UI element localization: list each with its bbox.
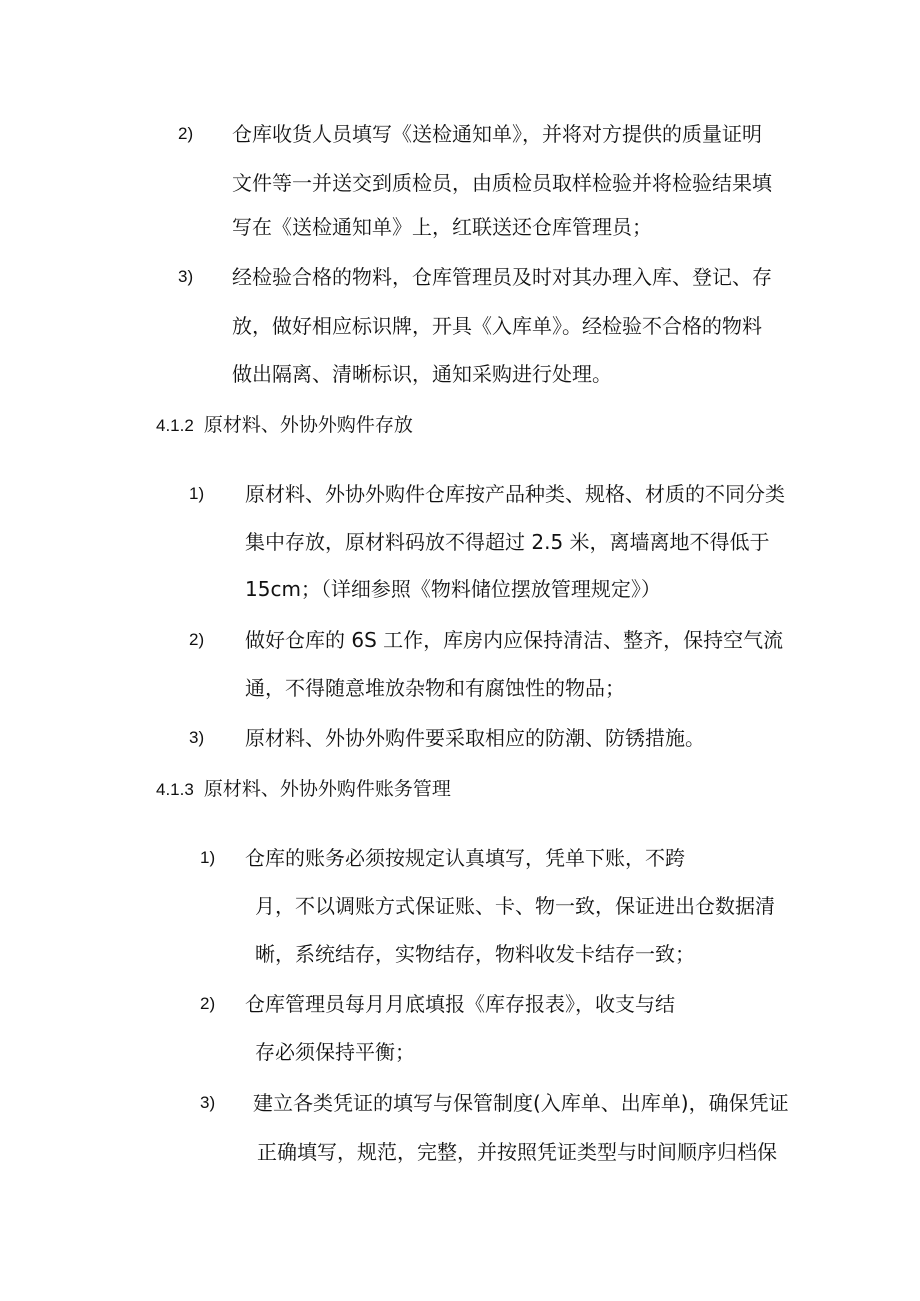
paragraph-line: 通，不得随意堆放杂物和有腐蚀性的物品； <box>245 676 625 700</box>
item-number: 2) <box>178 124 194 143</box>
item-number: 2) <box>200 994 216 1013</box>
paragraph-line: 仓库的账务必须按规定认真填写，凭单下账，不跨 <box>245 846 685 870</box>
paragraph-line: 正确填写，规范，完整，并按照凭证类型与时间顺序归档保 <box>257 1140 777 1164</box>
section-title: 原材料、外协外购件存放 <box>203 414 413 436</box>
section-heading-4-1-2 <box>156 412 413 439</box>
paragraph-line: 写在《送检通知单》上，红联送还仓库管理员； <box>232 215 652 239</box>
section-title: 原材料、外协外购件账务管理 <box>203 778 451 800</box>
paragraph-line: 15cm；（详细参照《物料储位摆放管理规定》） <box>245 577 661 601</box>
paragraph-line: 集中存放，原材料码放不得超过 2.5 米，离墙离地不得低于 <box>245 530 770 554</box>
paragraph-line: 晰，系统结存，实物结存，物料收发卡结存一致； <box>255 942 695 966</box>
paragraph-line: 月，不以调账方式保证账、卡、物一致，保证进出仓数据清 <box>255 894 775 918</box>
item-number: 3) <box>178 267 194 286</box>
paragraph-line: 仓库收货人员填写《送检通知单》，并将对方提供的质量证明 <box>232 122 762 146</box>
paragraph-line: 原材料、外协外购件要采取相应的防潮、防锈措施。 <box>245 726 705 750</box>
paragraph-line: 做好仓库的 6S 工作，库房内应保持清洁、整齐，保持空气流 <box>245 628 784 652</box>
item-number: 1) <box>189 484 205 503</box>
section-number: 4.1.2 <box>156 416 194 435</box>
item-number: 3) <box>200 1093 216 1112</box>
section-number: 4.1.3 <box>156 780 194 799</box>
paragraph-line: 做出隔离、清晰标识，通知采购进行处理。 <box>232 362 612 386</box>
paragraph-line: 原材料、外协外购件仓库按产品种类、规格、材质的不同分类 <box>245 482 785 506</box>
paragraph-line: 放，做好相应标识牌，开具《入库单》。经检验不合格的物料 <box>232 314 762 338</box>
paragraph-line: 建立各类凭证的填写与保管制度(入库单、出库单)，确保凭证 <box>253 1091 789 1115</box>
paragraph-line: 存必须保持平衡； <box>255 1040 415 1064</box>
item-number: 3) <box>189 728 205 747</box>
item-number: 2) <box>189 630 205 649</box>
paragraph-line: 经检验合格的物料，仓库管理员及时对其办理入库、登记、存 <box>232 265 772 289</box>
item-number: 1) <box>200 848 216 867</box>
paragraph-line: 仓库管理员每月月底填报《库存报表》，收支与结 <box>245 992 675 1016</box>
section-heading-4-1-3 <box>156 776 451 803</box>
paragraph-line: 文件等一并送交到质检员，由质检员取样检验并将检验结果填 <box>232 171 772 195</box>
